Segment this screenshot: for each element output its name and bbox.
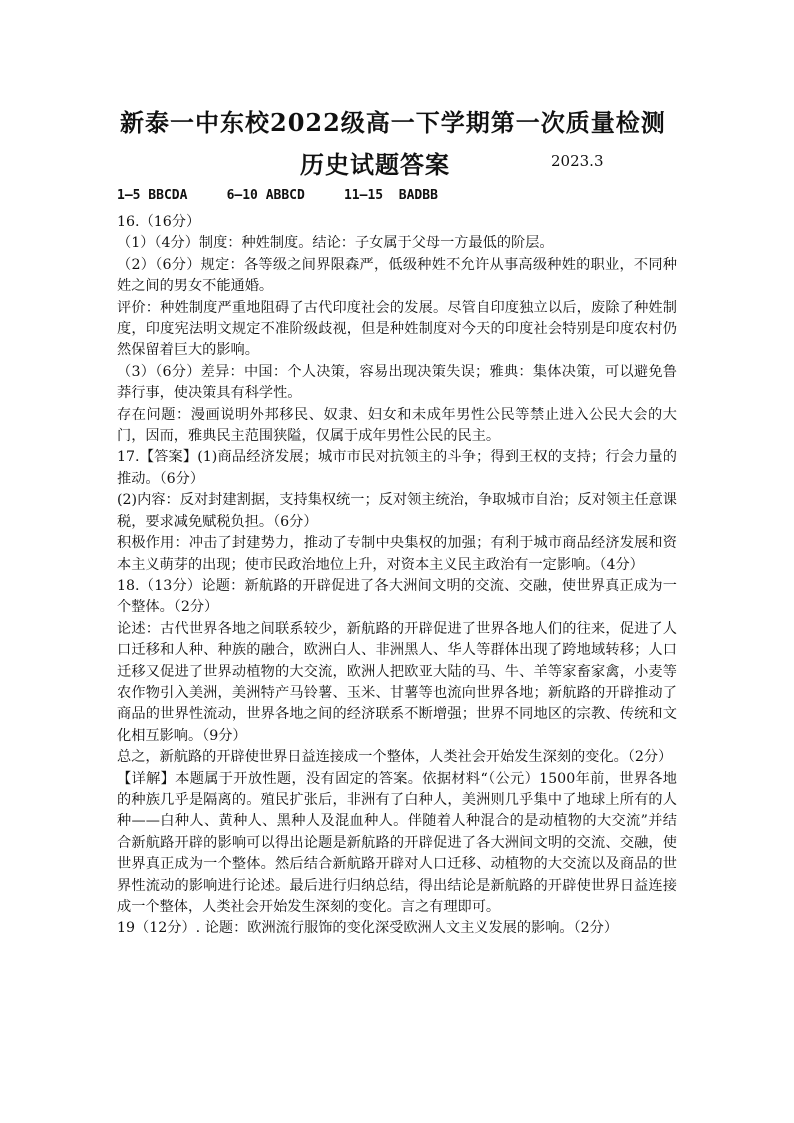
answer-paragraph: 17.【答案】(1)商品经济发展；城市市民对抗领主的斗争；得到王权的支持；行会力量的推动。（6分） (117, 449, 677, 487)
answer-paragraph: 19（12分）. 论题：欧洲流行服饰的变化深受欧洲人文主义发展的影响。（2分） (117, 920, 619, 937)
answer-paragraph: 论述：古代世界各地之间联系较少，新航路的开辟促进了世界各地人们的往来，促进了人口迁移和人种、种族的融合，欧洲白人、非洲黑人、华人等群体出现了跨地域转移；人口迁移又促进了世界动植物的大交流，欧洲人把欧亚大陆的马、牛、羊等家畜家禽，小麦等农作物引入美洲，美洲特产马铃薯、玉米、甘薯等也流向世界各地；新航路的开辟推动了商品的世界性流动，世界各地之间的经济联系不断增强；世界不同地区的宗教、传统和文化相互影响。（9分） (117, 620, 677, 744)
answer-paragraph: (2)内容：反对封建割据，支持集权统一；反对领主统治，争取城市自治；反对领主任意课税，要求减免赋税负担。（6分） (117, 492, 677, 530)
answer-paragraph: 评价：种姓制度严重地阻碍了古代印度社会的发展。尽管自印度独立以后，废除了种姓制度，印度宪法明文规定不准阶级歧视，但是种姓制度对今天的印度社会特别是印度农村仍然保留着巨大的影响。 (117, 299, 677, 359)
document-date: 2023.3 (551, 152, 604, 170)
answer-body (117, 212, 677, 940)
answer-paragraph: （2）（6分）规定：各等级之间界限森严，低级种姓不允许从事高级种姓的职业，不同种姓之间的男女不能通婚。 (117, 256, 677, 295)
answer-paragraph: 存在问题：漫画说明外邦移民、奴隶、妇女和未成年男性公民等禁止进入公民大会的大门，因而，雅典民主范围狭隘，仅属于成年男性公民的民主。 (117, 406, 677, 445)
document-subtitle: 历史试题答案 (300, 150, 450, 179)
answer-paragraph: 总之，新航路的开辟使世界日益连接成一个整体，人类社会开始发生深刻的变化。（2分） (117, 749, 673, 766)
answer-paragraph: 16.（16分） (117, 214, 201, 230)
multiple-choice-answers: 1—5 BBCDA 6—10 ABBCD 11—15 BADBB (117, 188, 438, 203)
answer-paragraph: （3）（6分）差异：中国：个人决策，容易出现决策失误；雅典：集体决策，可以避免鲁莽行事，使决策具有科学性。 (117, 363, 677, 402)
answer-paragraph: 积极作用：冲击了封建势力，推动了专制中央集权的加强；有利于城市商品经济发展和资本主义萌芽的出现；使市民政治地位上升，对资本主义民主政治有一定影响。（4分） (117, 535, 677, 573)
answer-paragraph: （1）（4分）制度：种姓制度。结论：子女属于父母一方最低的阶层。 (117, 235, 554, 252)
answer-paragraph: 18.（13分）论题：新航路的开辟促进了各大洲间文明的交流、交融，使世界真正成为一个整体。（2分） (117, 577, 677, 616)
document-title: 新泰一中东校2022级高一下学期第一次质量检测 (120, 108, 666, 137)
answer-paragraph: 【详解】本题属于开放性题，没有固定的答案。依据材料“（公元）1500年前，世界各地的种族几乎是隔离的。殖民扩张后，非洲有了白种人，美洲则几乎集中了地球上所有的人种——白种人、黄种人、黑种人及混血种人。伴随着人种混合的是动植物的大交流”并结合新航路开辟的影响可以得出论题是新航路的开辟促进了各大洲间文明的交流、交融，使世界真正成为一个整体。然后结合新航路开辟对人口迁移、动植物的大交流以及商品的世界性流动的影响进行论述。最后进行归纳总结，得出结论是新航路的开辟使世界日益连接成一个整体，人类社会开始发生深刻的变化。言之有理即可。 (117, 770, 677, 915)
